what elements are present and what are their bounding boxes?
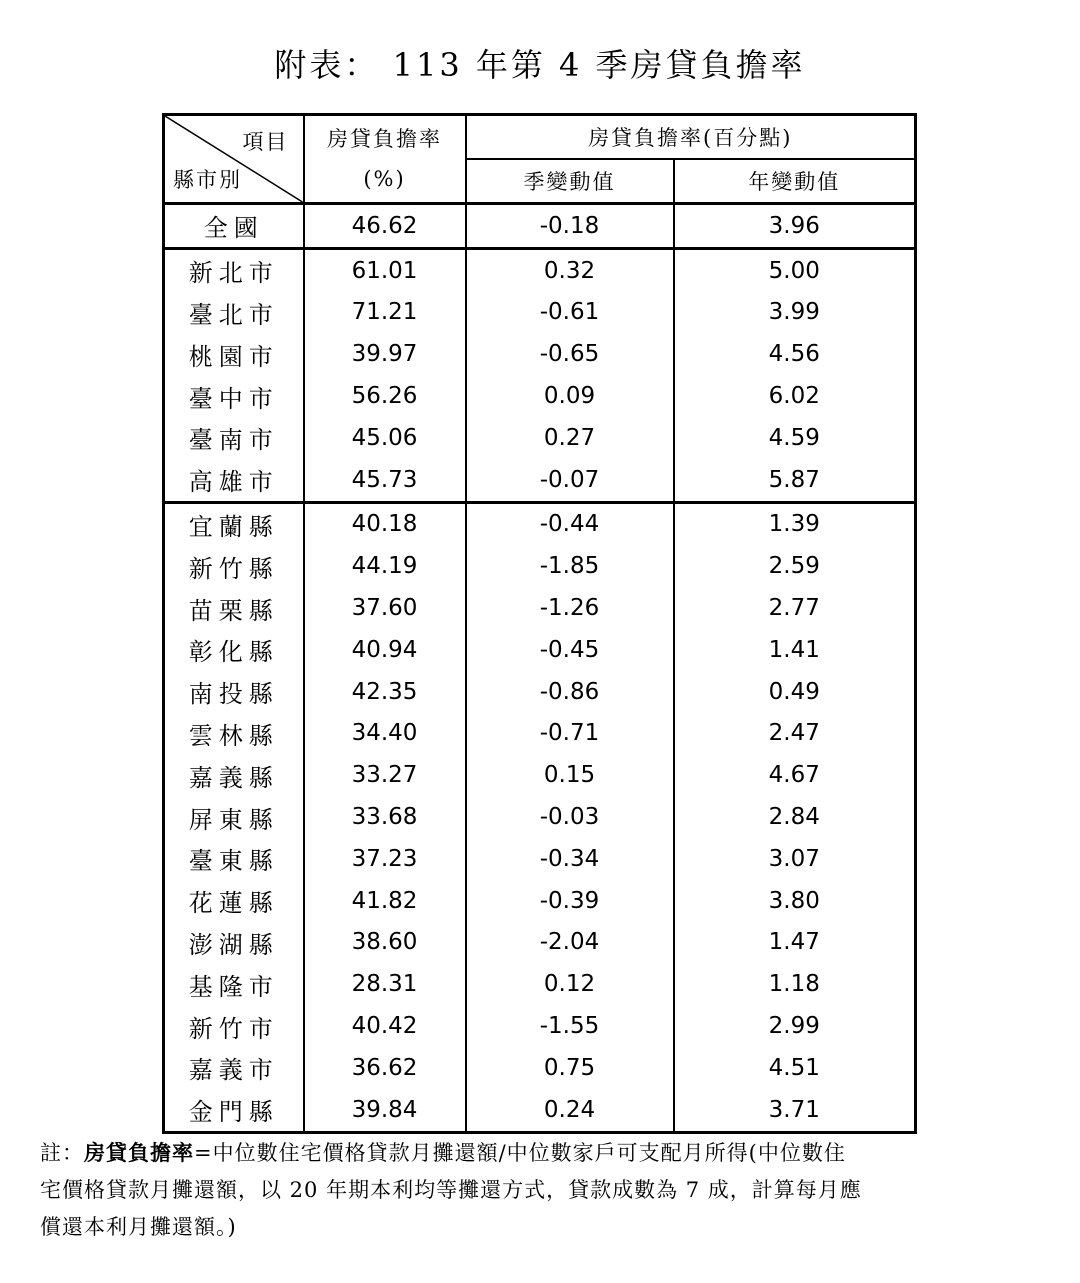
cell-rate: 36.62 xyxy=(304,1047,466,1089)
table-row xyxy=(164,545,916,587)
cell-county: 新竹縣 xyxy=(164,545,304,587)
cell-qoq: -2.04 xyxy=(466,922,674,964)
footnote-line1: =中位數住宅價格貸款月攤還額/中位數家戶可支配月所得(中位數住 xyxy=(194,1141,846,1165)
cell-yoy: 2.84 xyxy=(674,796,916,838)
cell-county: 桃園市 xyxy=(164,333,304,375)
table-row xyxy=(164,963,916,1005)
corner-label-item: 項目 xyxy=(242,130,289,154)
table-row xyxy=(164,248,916,291)
cell-rate: 40.18 xyxy=(304,502,466,545)
cell-county: 宜蘭縣 xyxy=(164,502,304,545)
cell-county: 苗栗縣 xyxy=(164,587,304,629)
cell-qoq: -0.07 xyxy=(466,459,674,502)
table-row xyxy=(164,796,916,838)
cell-qoq: -0.71 xyxy=(466,713,674,755)
cell-qoq: 0.27 xyxy=(466,417,674,459)
cell-yoy: 1.47 xyxy=(674,922,916,964)
header-change-group: 房貸負擔率(百分點) xyxy=(466,115,916,160)
table-row xyxy=(164,713,916,755)
cell-county: 嘉義市 xyxy=(164,1047,304,1089)
cell-qoq: 0.24 xyxy=(466,1089,674,1132)
cell-rate: 46.62 xyxy=(304,204,466,249)
mortgage-burden-table xyxy=(162,113,917,1134)
cell-county: 屏東縣 xyxy=(164,796,304,838)
cell-county: 臺南市 xyxy=(164,417,304,459)
cell-yoy: 1.18 xyxy=(674,963,916,1005)
cell-county: 彰化縣 xyxy=(164,629,304,671)
table-row xyxy=(164,292,916,334)
cell-county: 雲林縣 xyxy=(164,713,304,755)
cell-qoq: -0.61 xyxy=(466,292,674,334)
cell-yoy: 3.71 xyxy=(674,1089,916,1132)
page-title: 附表： 113 年第 4 季房貸負擔率 xyxy=(274,46,806,84)
cell-yoy: 4.56 xyxy=(674,333,916,375)
cell-yoy: 4.59 xyxy=(674,417,916,459)
cell-rate: 38.60 xyxy=(304,922,466,964)
cell-county: 臺中市 xyxy=(164,375,304,417)
table-row xyxy=(164,417,916,459)
header-qoq: 季變動值 xyxy=(466,159,674,204)
cell-rate: 44.19 xyxy=(304,545,466,587)
cell-rate: 34.40 xyxy=(304,713,466,755)
table-row xyxy=(164,204,916,249)
cell-rate: 40.94 xyxy=(304,629,466,671)
table-row xyxy=(164,502,916,545)
cell-rate: 56.26 xyxy=(304,375,466,417)
cell-qoq: -0.44 xyxy=(466,502,674,545)
cell-yoy: 0.49 xyxy=(674,671,916,713)
table-row xyxy=(164,671,916,713)
footnote-line3: 償還本利月攤還額。) xyxy=(40,1215,237,1239)
cell-county: 花蓮縣 xyxy=(164,880,304,922)
table-row xyxy=(164,333,916,375)
table-row xyxy=(164,1089,916,1132)
cell-county: 澎湖縣 xyxy=(164,922,304,964)
cell-rate: 39.97 xyxy=(304,333,466,375)
cell-county: 新竹市 xyxy=(164,1005,304,1047)
cell-yoy: 2.99 xyxy=(674,1005,916,1047)
cell-yoy: 4.67 xyxy=(674,754,916,796)
cell-rate: 37.60 xyxy=(304,587,466,629)
table-row xyxy=(164,754,916,796)
cell-qoq: 0.15 xyxy=(466,754,674,796)
cell-rate: 45.73 xyxy=(304,459,466,502)
cell-rate: 33.68 xyxy=(304,796,466,838)
cell-rate: 37.23 xyxy=(304,838,466,880)
cell-yoy: 3.07 xyxy=(674,838,916,880)
cell-qoq: -0.34 xyxy=(466,838,674,880)
table-row xyxy=(164,375,916,417)
cell-county: 臺北市 xyxy=(164,292,304,334)
cell-rate: 41.82 xyxy=(304,880,466,922)
corner-label-county: 縣市別 xyxy=(173,168,242,192)
cell-rate: 45.06 xyxy=(304,417,466,459)
cell-qoq: -1.55 xyxy=(466,1005,674,1047)
footnote-line2: 宅價格貸款月攤還額，以 20 年期本利均等攤還方式，貸款成數為 7 成，計算每月應 xyxy=(40,1178,862,1202)
table-row xyxy=(164,459,916,502)
cell-rate: 28.31 xyxy=(304,963,466,1005)
header-yoy: 年變動值 xyxy=(674,159,916,204)
cell-county: 全國 xyxy=(164,204,304,249)
cell-county: 南投縣 xyxy=(164,671,304,713)
cell-qoq: -1.85 xyxy=(466,545,674,587)
cell-qoq: -0.65 xyxy=(466,333,674,375)
cell-county: 新北市 xyxy=(164,248,304,291)
cell-qoq: -0.45 xyxy=(466,629,674,671)
header-rate-line1: 房貸負擔率 xyxy=(327,127,442,151)
cell-county: 基隆市 xyxy=(164,963,304,1005)
cell-yoy: 2.77 xyxy=(674,587,916,629)
corner-header-cell xyxy=(164,115,304,204)
table-row xyxy=(164,1047,916,1089)
footnote xyxy=(40,1134,1040,1246)
cell-qoq: 0.12 xyxy=(466,963,674,1005)
cell-rate: 33.27 xyxy=(304,754,466,796)
header-rate xyxy=(304,115,466,204)
cell-county: 金門縣 xyxy=(164,1089,304,1132)
table-row xyxy=(164,838,916,880)
cell-yoy: 2.47 xyxy=(674,713,916,755)
table-row xyxy=(164,1005,916,1047)
cell-county: 嘉義縣 xyxy=(164,754,304,796)
cell-qoq: -0.39 xyxy=(466,880,674,922)
cell-rate: 71.21 xyxy=(304,292,466,334)
cell-yoy: 1.39 xyxy=(674,502,916,545)
cell-yoy: 5.87 xyxy=(674,459,916,502)
cell-qoq: -0.03 xyxy=(466,796,674,838)
cell-yoy: 1.41 xyxy=(674,629,916,671)
cell-rate: 61.01 xyxy=(304,248,466,291)
cell-yoy: 4.51 xyxy=(674,1047,916,1089)
cell-yoy: 3.99 xyxy=(674,292,916,334)
cell-qoq: -0.18 xyxy=(466,204,674,249)
cell-qoq: 0.75 xyxy=(466,1047,674,1089)
cell-yoy: 2.59 xyxy=(674,545,916,587)
cell-qoq: -1.26 xyxy=(466,587,674,629)
table-row xyxy=(164,922,916,964)
header-rate-line2: (%) xyxy=(363,167,406,191)
table-row xyxy=(164,629,916,671)
cell-rate: 42.35 xyxy=(304,671,466,713)
cell-rate: 40.42 xyxy=(304,1005,466,1047)
cell-yoy: 5.00 xyxy=(674,248,916,291)
cell-qoq: 0.32 xyxy=(466,248,674,291)
cell-qoq: -0.86 xyxy=(466,671,674,713)
footnote-prefix: 註： xyxy=(40,1141,84,1165)
cell-qoq: 0.09 xyxy=(466,375,674,417)
cell-yoy: 3.96 xyxy=(674,204,916,249)
cell-yoy: 6.02 xyxy=(674,375,916,417)
footnote-term: 房貸負擔率 xyxy=(84,1140,194,1165)
cell-yoy: 3.80 xyxy=(674,880,916,922)
table-row xyxy=(164,587,916,629)
cell-rate: 39.84 xyxy=(304,1089,466,1132)
table-body xyxy=(164,204,916,1133)
cell-county: 臺東縣 xyxy=(164,838,304,880)
cell-county: 高雄市 xyxy=(164,459,304,502)
table-row xyxy=(164,880,916,922)
